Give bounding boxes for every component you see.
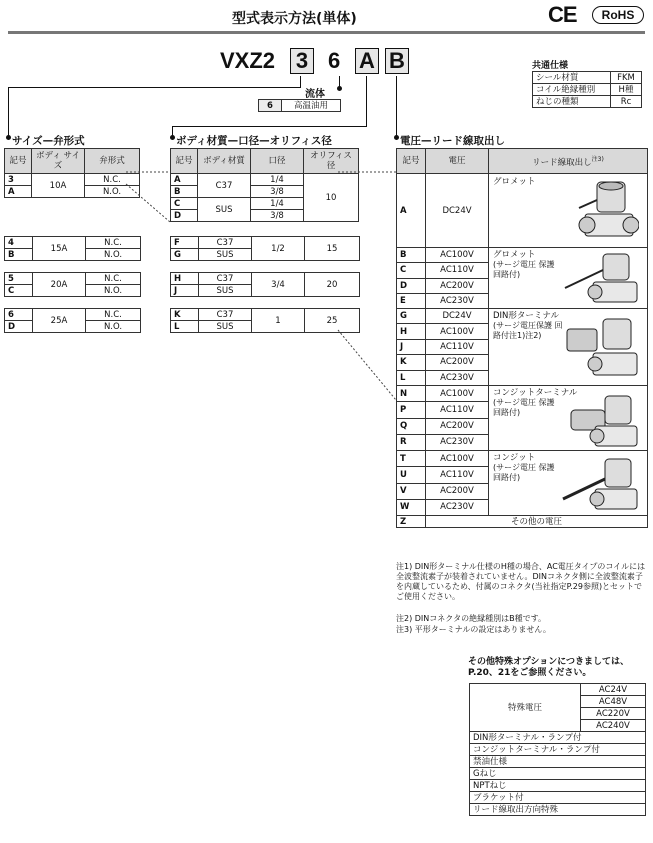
body-material: C37 [198,174,251,198]
grommet-valve-illustration [575,180,639,242]
model-fluid-code: 6 [328,48,341,73]
ce-mark-icon: CE [548,2,577,27]
voltage-header-lead-text: リード線取出し [532,157,592,168]
rohs-mark-icon: RoHS [592,6,644,24]
voltage-code: T [397,451,426,467]
size-code: 6 [5,309,33,321]
spec-item: コイル絶縁種別 [533,84,611,96]
voltage-code: L [397,370,426,385]
size-code: 4 [5,237,33,249]
valve-type: N.O. [86,285,141,297]
voltage-code: P [397,402,426,418]
port-size: 3/8 [251,210,304,222]
voltage-code: C [397,263,426,278]
voltage-value: AC200V [426,278,489,293]
size-value: 15A [33,237,86,261]
voltage-value: AC200V [426,355,489,370]
size-code: D [5,321,33,333]
lead-subtype: (サージ電圧 保護回路付) [493,463,555,482]
body-code: F [171,237,199,249]
size-value: 20A [33,273,86,297]
body-code: D [171,210,198,222]
lead-cell [489,309,648,386]
body-code: J [171,285,199,297]
model-prefix: VXZ2 [220,48,276,73]
voltage-header-lead [489,149,648,174]
option-item: NPTねじ [470,780,646,792]
voltage-table [396,148,648,528]
orifice-size: 25 [305,309,360,333]
voltage-value: DC24V [426,309,489,324]
model-size-code-box: 3 [290,48,314,74]
voltage-code: U [397,467,426,483]
lead-type: DIN形ターミナル [493,311,559,321]
voltage-code: B [397,248,426,263]
port-size: 3/4 [252,273,305,297]
valve-type: N.O. [85,186,140,198]
conduit-valve-illustration [559,457,641,517]
conduit-terminal-valve-illustration [561,394,641,452]
port-size: 1/2 [252,237,305,261]
voltage-value: AC230V [426,499,489,515]
voltage-value: AC110V [426,339,489,354]
port-size: 1/4 [251,174,304,186]
body-header-port: 口径 [251,149,304,174]
size-header-type: 弁形式 [85,149,140,174]
voltage-value: AC200V [426,418,489,434]
voltage-code: E [397,293,426,308]
orifice-size: 15 [305,237,360,261]
body-code: G [171,249,199,261]
body-code: A [171,174,198,186]
model-body-code-box: A [355,48,379,74]
spec-value: FKM [611,72,642,84]
size-section-title: サイズ—弁形式 [12,135,85,147]
size-code: C [5,285,33,297]
size-value: 10A [32,174,85,198]
fluid-label: 流体 [305,89,325,100]
body-header-code: 記号 [171,149,198,174]
body-code: K [171,309,199,321]
spec-item: シール材質 [533,72,611,84]
lead-cell [489,248,648,309]
voltage-header-note: 注3) [591,155,604,163]
body-header-material: ボディ材質 [198,149,251,174]
lead-cell [489,386,648,451]
body-code: B [171,186,198,198]
body-material: C37 [199,237,252,249]
common-spec-title: 共通仕様 [532,61,569,71]
spec-value: H種 [611,84,642,96]
body-material: SUS [198,198,251,222]
voltage-code: Q [397,418,426,434]
note-3: 注3) 平形ターミナルの設定はありません。 [396,625,551,634]
body-code: L [171,321,199,333]
size-code: 5 [5,273,33,285]
orifice-size: 10 [304,174,359,222]
lead-cell [489,451,648,516]
options-heading-line2: P.20、21をご参照ください。 [468,668,592,678]
voltage-code: K [397,355,426,370]
voltage-value: AC230V [426,293,489,308]
voltage-code: Z [397,516,426,528]
lead-type: コンジット [493,453,536,463]
voltage-other: その他の電圧 [426,516,648,528]
note-1: 注1) DIN形ターミナル仕様のH種の場合、AC電圧タイプのコイルには全波整流素子が装着されていません。DINコネクタ側に全波整流素子を内蔵しているため、付属のコネクタ(当社指定P.29参照)とセットでご使用ください。 [396,562,646,601]
body-material: SUS [199,285,252,297]
size-code: 3 [5,174,32,186]
option-item: リード線取出方向特殊 [470,804,646,816]
option-item: ブラケット付 [470,792,646,804]
orifice-size: 20 [305,273,360,297]
fluid-code: 6 [259,100,282,112]
valve-type: N.C. [86,273,141,285]
body-section-title: ボディ材質—口径—オリフィス径 [176,135,332,147]
grommet-surge-valve-illustration [559,252,639,308]
options-table [469,683,646,816]
voltage-code: W [397,499,426,515]
option-item: DIN形ターミナル・ランプ付 [470,732,646,744]
voltage-value: AC100V [426,386,489,402]
voltage-value: AC230V [426,434,489,450]
voltage-value: AC100V [426,451,489,467]
option-item: Gねじ [470,768,646,780]
voltage-value: AC100V [426,324,489,339]
special-voltage: AC48V [581,696,646,708]
size-code: B [5,249,33,261]
note-2: 注2) DINコネクタの絶縁種別はB種です。 [396,614,546,623]
special-voltage: AC240V [581,720,646,732]
port-size: 1/4 [251,198,304,210]
lead-subtype: (サージ電圧 保護回路付) [493,260,555,279]
voltage-value: AC200V [426,483,489,499]
voltage-value: AC110V [426,467,489,483]
special-voltage-label: 特殊電圧 [470,684,581,732]
voltage-value: DC24V [426,174,489,248]
body-code: C [171,198,198,210]
size-header-code: 記号 [5,149,32,174]
voltage-code: H [397,324,426,339]
lead-subtype: (サージ電圧保護 回路付注1)注2) [493,321,563,340]
lead-type: コンジットターミナル [493,388,578,398]
voltage-value: AC100V [426,248,489,263]
body-code: H [171,273,199,285]
din-terminal-valve-illustration [563,315,641,381]
spec-value: Rc [611,96,642,108]
body-material: SUS [199,321,252,333]
voltage-code: A [397,174,426,248]
size-code: A [5,186,32,198]
special-voltage: AC24V [581,684,646,696]
voltage-code: V [397,483,426,499]
valve-type: N.C. [85,174,140,186]
lead-cell [489,174,648,248]
spec-item: ねじの種類 [533,96,611,108]
body-material: C37 [199,273,252,285]
voltage-code: G [397,309,426,324]
page-title: 型式表示方法(単体) [232,11,357,27]
voltage-value: AC110V [426,263,489,278]
model-voltage-code-box: B [385,48,409,74]
voltage-code: N [397,386,426,402]
valve-type: N.O. [86,249,141,261]
body-material: SUS [199,249,252,261]
fluid-name: 高温油用 [282,100,341,112]
body-header-orifice: オリフィス 径 [304,149,359,174]
size-value: 25A [33,309,86,333]
special-voltage: AC220V [581,708,646,720]
voltage-value: AC110V [426,402,489,418]
voltage-header-code: 記号 [397,149,426,174]
voltage-code: D [397,278,426,293]
options-heading-line1: その他特殊オプションにつきましては、 [468,657,630,667]
size-header-body: ボディ サイズ [32,149,85,174]
option-item: 禁油仕様 [470,756,646,768]
voltage-code: R [397,434,426,450]
lead-type: グロメット [493,250,536,260]
option-item: コンジットターミナル・ランプ付 [470,744,646,756]
lead-subtype: (サージ電圧 保護回路付) [493,398,555,417]
lead-type: グロメット [493,177,536,187]
voltage-header-voltage: 電圧 [426,149,489,174]
valve-type: N.C. [86,309,141,321]
voltage-section-title: 電圧—リード線取出し [400,135,505,147]
port-size: 1 [252,309,305,333]
voltage-code: J [397,339,426,354]
valve-type: N.C. [86,237,141,249]
body-material: C37 [199,309,252,321]
port-size: 3/8 [251,186,304,198]
voltage-value: AC230V [426,370,489,385]
valve-type: N.O. [86,321,141,333]
options-heading [468,657,629,679]
